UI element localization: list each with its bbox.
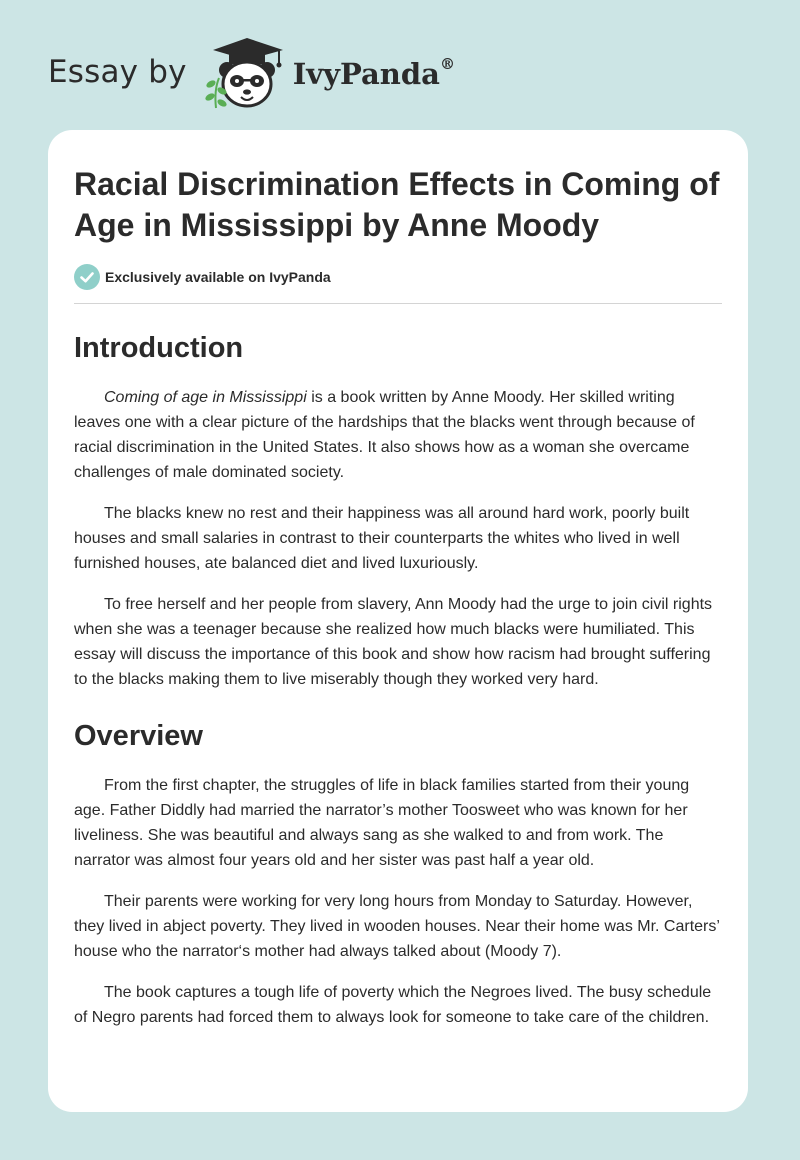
- brand-name-text: IvyPanda: [292, 57, 440, 91]
- paragraph: The blacks knew no rest and their happiness was all around hard work, poorly built houses and small salaries in contrast to their counterparts the whites who lived in well furnished houses, ate balanced diet and lived luxuriously.: [74, 505, 690, 572]
- title-divider: [74, 303, 722, 304]
- paragraph-text: is a book written by Anne Moody. Her skilled writing leaves one with a clear picture of the hardships that the blacks went through because of racial discrimination in the United States. It also shows how as a woman she overcame challenges of male dominated society.: [74, 389, 695, 481]
- paragraph: The book captures a tough life of poverty which the Negroes lived. The busy schedule of Negro parents had forced them to always look for someone to take care of the children.: [74, 984, 712, 1026]
- essay-by-label: Essay by: [48, 54, 187, 90]
- check-circle-icon: [74, 264, 100, 290]
- book-title: Coming of age in Mississippi: [104, 389, 307, 406]
- section-heading: Introduction: [74, 332, 244, 364]
- essay-title: Racial Discrimination Effects in Coming of Age in Mississippi by Anne Moody: [74, 166, 720, 243]
- registered-mark: ®: [439, 55, 455, 74]
- essay-card: [48, 130, 748, 1112]
- paragraph: To free herself and her people from slavery, Ann Moody had the urge to join civil rights when she was a teenager because she realized how much blacks were humiliated. This essay will discuss the importance of this book and show how racism had brought suffering to the blacks making them to live miserably though they worked very hard.: [74, 596, 713, 688]
- section-introduction: [74, 331, 722, 692]
- section-heading: Overview: [74, 720, 203, 752]
- exclusive-badge-text: Exclusively available on IvyPanda: [105, 269, 331, 285]
- brand-name[interactable]: [293, 57, 455, 91]
- paragraph: Their parents were working for very long hours from Monday to Saturday. However, they lived in abject poverty. They lived in wooden houses. Near their home was Mr. Carters’ house who the narrator‘s mother had always talked about (Moody 7).: [74, 893, 720, 960]
- paragraph: [74, 385, 722, 485]
- panda-graduate-icon[interactable]: [201, 34, 291, 110]
- paragraph: From the first chapter, the struggles of life in black families started from their young age. Father Diddly had married the narrator’s mother Toosweet who was known for her liveliness. She was beautiful and always sang as she walked to and from work. The narrator was almost four years old and her sister was past half a year old.: [74, 777, 690, 869]
- exclusive-badge: [74, 264, 722, 290]
- site-header: [48, 34, 455, 110]
- section-overview: [74, 719, 722, 1030]
